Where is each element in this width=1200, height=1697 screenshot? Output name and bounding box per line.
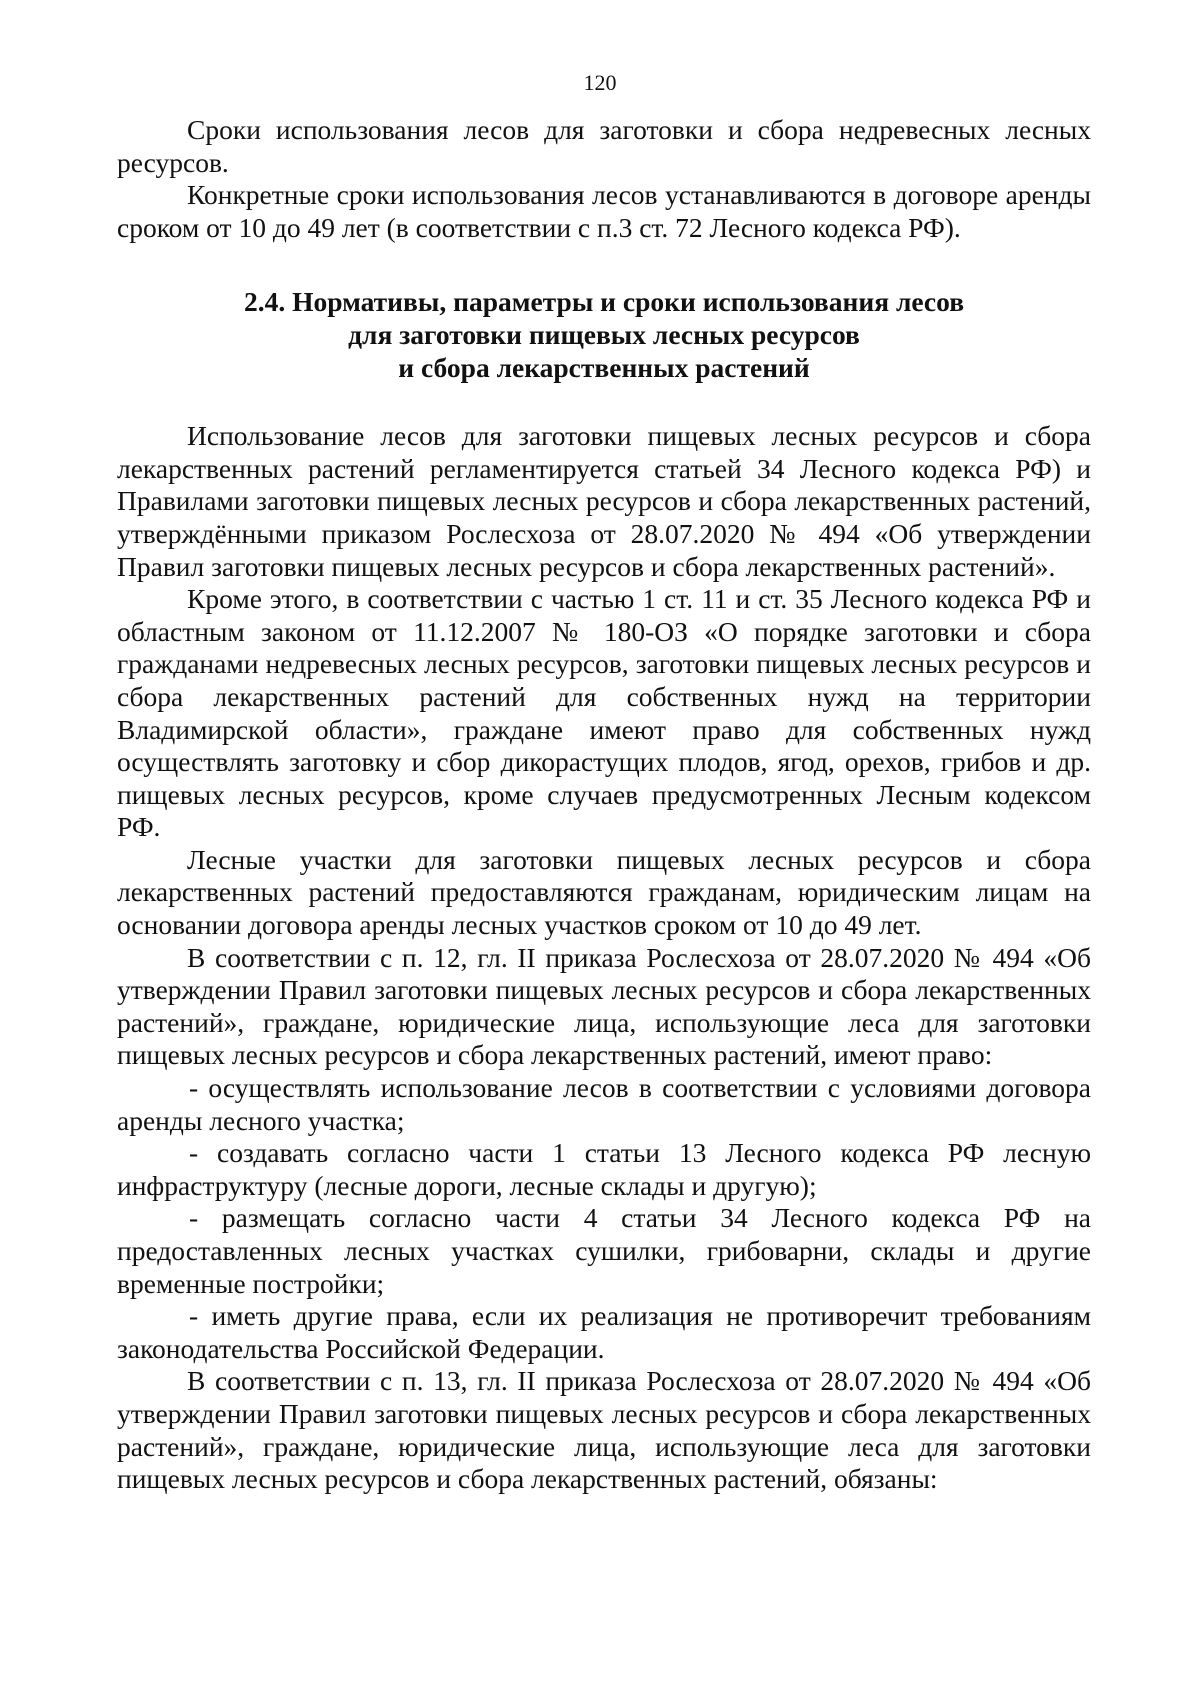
intro-paragraph-1: Сроки использования лесов для заготовки и сбора недревесных лесных ресурсов.	[117, 114, 1091, 178]
section-paragraph-1: Использование лесов для заготовки пищевых лесных ресурсов и сбора лекарственных растений регламентируется статьей 34 Лесного кодекса РФ) и Правилами заготовки пищевых лесных ресурсов и сбора лекарственных растений, утверждёнными приказом Рослесхоза от 28.07.2020 № 494 «Об утверждении Правил заготовки пищевых лесных ресурсов и сбора лекарственных растений».	[117, 420, 1091, 582]
section-paragraph-3: Лесные участки для заготовки пищевых лесных ресурсов и сбора лекарственных растений предоставляются гражданам, юридическим лицам на основании договора аренды лесных участков сроком от 10 до 49 лет.	[117, 843, 1091, 941]
page-content	[117, 114, 1091, 1496]
section-paragraph-4: В соответствии с п. 12, гл. II приказа Рослесхоза от 28.07.2020 № 494 «Об утверждении Правил заготовки пищевых лесных ресурсов и сбора лекарственных растений», граждане, юридические лица, использующие леса для заготовки пищевых лесных ресурсов и сбора лекарственных растений, имеют право:	[117, 941, 1091, 1071]
rights-list-item: - иметь другие права, если их реализация не противоречит требованиям законодательства Российской Федерации.	[117, 1300, 1091, 1364]
section-paragraph-2: Кроме этого, в соответствии с частью 1 ст. 11 и ст. 35 Лесного кодекса РФ и областным законом от 11.12.2007 № 180-ОЗ «О порядке заготовки и сбора гражданами недревесных лесных ресурсов, заготовки пищевых лесных ресурсов и сбора лекарственных растений для собственных нужд на территории Владимирской области», граждане имеют право для собственных нужд осуществлять заготовку и сбор дикорастущих плодов, ягод, орехов, грибов и др. пищевых лесных ресурсов, кроме случаев предусмотренных Лесным кодексом РФ.	[117, 583, 1091, 843]
section-heading-line-2: для заготовки пищевых лесных ресурсов	[348, 318, 860, 350]
intro-paragraph-2: Конкретные сроки использования лесов устанавливаются в договоре аренды сроком от 10 до 49 лет (в соответствии с п.3 ст. 72 Лесного кодекса РФ).	[117, 179, 1091, 243]
rights-list-item: - размещать согласно части 4 статьи 34 Лесного кодекса РФ на предоставленных лесных участках сушилки, грибоварни, склады и другие временные постройки;	[117, 1202, 1091, 1299]
rights-list-item: - создавать согласно части 1 статьи 13 Лесного кодекса РФ лесную инфраструктуру (лесные дороги, лесные склады и другую);	[117, 1137, 1091, 1201]
section-paragraph-5: В соответствии с п. 13, гл. II приказа Рослесхоза от 28.07.2020 № 494 «Об утверждении Правил заготовки пищевых лесных ресурсов и сбора лекарственных растений», граждане, юридические лица, использующие леса для заготовки пищевых лесных ресурсов и сбора лекарственных растений, обязаны:	[117, 1365, 1091, 1495]
rights-list	[117, 1072, 1091, 1365]
section-heading-line-3: и сбора лекарственных растений	[398, 351, 810, 383]
rights-list-item: - осуществлять использование лесов в соответствии с условиями договора аренды лесного участка;	[117, 1072, 1091, 1136]
page-number: 120	[583, 70, 617, 95]
section-heading-line-1: 2.4. Нормативы, параметры и сроки использования лесов	[243, 286, 965, 318]
section-heading	[117, 286, 1091, 384]
